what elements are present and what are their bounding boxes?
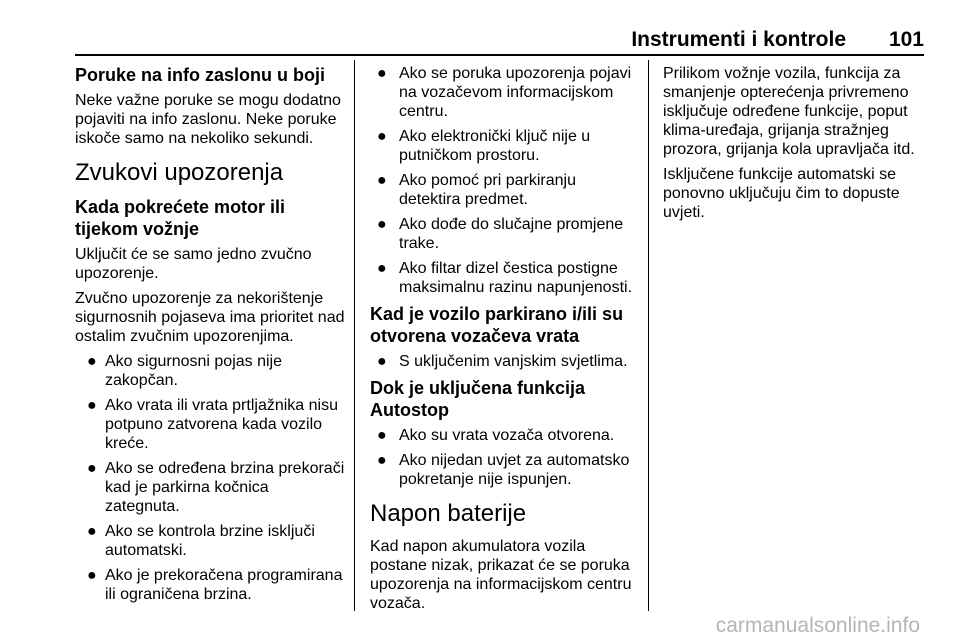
- heading-parked: Kad je vozilo parkirano i/ili su otvorena vozačeva vrata: [370, 304, 624, 346]
- list-item: ● Ako vrata ili vrata prtljažnika nisu potpuno zatvorena kada vozilo kreće.: [87, 397, 338, 452]
- column-1: [75, 64, 345, 610]
- heading-engine-start: Kada pokrećete motor ili tijekom vožnje: [75, 197, 286, 239]
- paragraph: Prilikom vožnje vozila, funkcija za smanjenje opterećenja privremeno isključuje određene funkcije, poput klima-uređaja, grijanja stražnjeg prozora, grijanja kola upravljača itd.: [663, 65, 915, 158]
- heading-warning-chimes: Zvukovi upozorenja: [75, 159, 284, 186]
- bullet-icon: ●: [87, 353, 97, 370]
- page-header: [75, 26, 924, 56]
- list-item: ● Ako je prekoračena programirana ili ograničena brzina.: [87, 567, 343, 603]
- list-item: ● Ako dođe do slučajne promjene trake.: [377, 216, 624, 252]
- section-title: Instrumenti i kontrole: [631, 28, 846, 51]
- heading-info-display: Poruke na info zaslonu u boji: [75, 65, 326, 85]
- list-item: ● S uključenim vanjskim svjetlima.: [377, 353, 628, 370]
- bullet-icon: ●: [377, 128, 387, 145]
- bullet-icon: ●: [377, 260, 387, 277]
- bullet-icon: ●: [87, 460, 97, 477]
- bullet-icon: ●: [87, 567, 97, 584]
- bullet-icon: ●: [87, 523, 97, 540]
- list-item: ● Ako elektronički ključ nije u putničkom prostoru.: [377, 128, 591, 164]
- heading-battery-voltage: Napon baterije: [370, 500, 527, 527]
- heading-autostop: Dok je uključena funkcija Autostop: [370, 378, 586, 420]
- bullet-list: [370, 426, 640, 489]
- bullet-icon: ●: [377, 172, 387, 189]
- column-2: [370, 64, 640, 619]
- list-item: ● Ako pomoć pri parkiranju detektira predmet.: [377, 172, 576, 208]
- column-3: [663, 64, 928, 228]
- list-item: ● Ako se poruka upozorenja pojavi na vozačevom informacijskom centru.: [377, 65, 632, 120]
- column-divider: [354, 60, 355, 611]
- bullet-icon: ●: [87, 397, 97, 414]
- bullet-icon: ●: [377, 216, 387, 233]
- bullet-list: [75, 352, 345, 604]
- bullet-icon: ●: [377, 65, 387, 82]
- paragraph: Isključene funkcije automatski se ponovno uključuju čim to dopuste uvjeti.: [663, 166, 900, 221]
- list-item: ● Ako se kontrola brzine isključi automatski.: [87, 523, 315, 559]
- list-item: ● Ako su vrata vozača otvorena.: [377, 427, 615, 444]
- page-number: 101: [888, 28, 924, 51]
- bullet-list: [370, 352, 640, 371]
- paragraph: Zvučno upozorenje za nekorištenje sigurnosnih pojaseva ima prioritet nad ostalim zvučnim upozorenjima.: [75, 290, 345, 345]
- list-item: ● Ako se određena brzina prekorači kad je parkirna kočnica zategnuta.: [87, 460, 345, 515]
- bullet-icon: ●: [377, 353, 387, 370]
- bullet-list: [370, 64, 640, 297]
- bullet-icon: ●: [377, 452, 387, 469]
- bullet-icon: ●: [377, 427, 387, 444]
- list-item: ● Ako filtar dizel čestica postigne maksimalnu razinu napunjenosti.: [377, 260, 633, 296]
- paragraph: Kad napon akumulatora vozila postane nizak, prikazat će se poruka upozorenja na informacijskom centru vozača.: [370, 538, 632, 612]
- paragraph: Neke važne poruke se mogu dodatno pojaviti na info zaslonu. Neke poruke iskoče samo na nekoliko sekundi.: [75, 92, 341, 147]
- paragraph: Uključit će se samo jedno zvučno upozorenje.: [75, 246, 312, 282]
- list-item: ● Ako nijedan uvjet za automatsko pokretanje nije ispunjen.: [377, 452, 630, 488]
- column-divider: [648, 60, 649, 611]
- list-item: ● Ako sigurnosni pojas nije zakopčan.: [87, 353, 282, 389]
- watermark: carmanualsonline.info: [715, 614, 920, 637]
